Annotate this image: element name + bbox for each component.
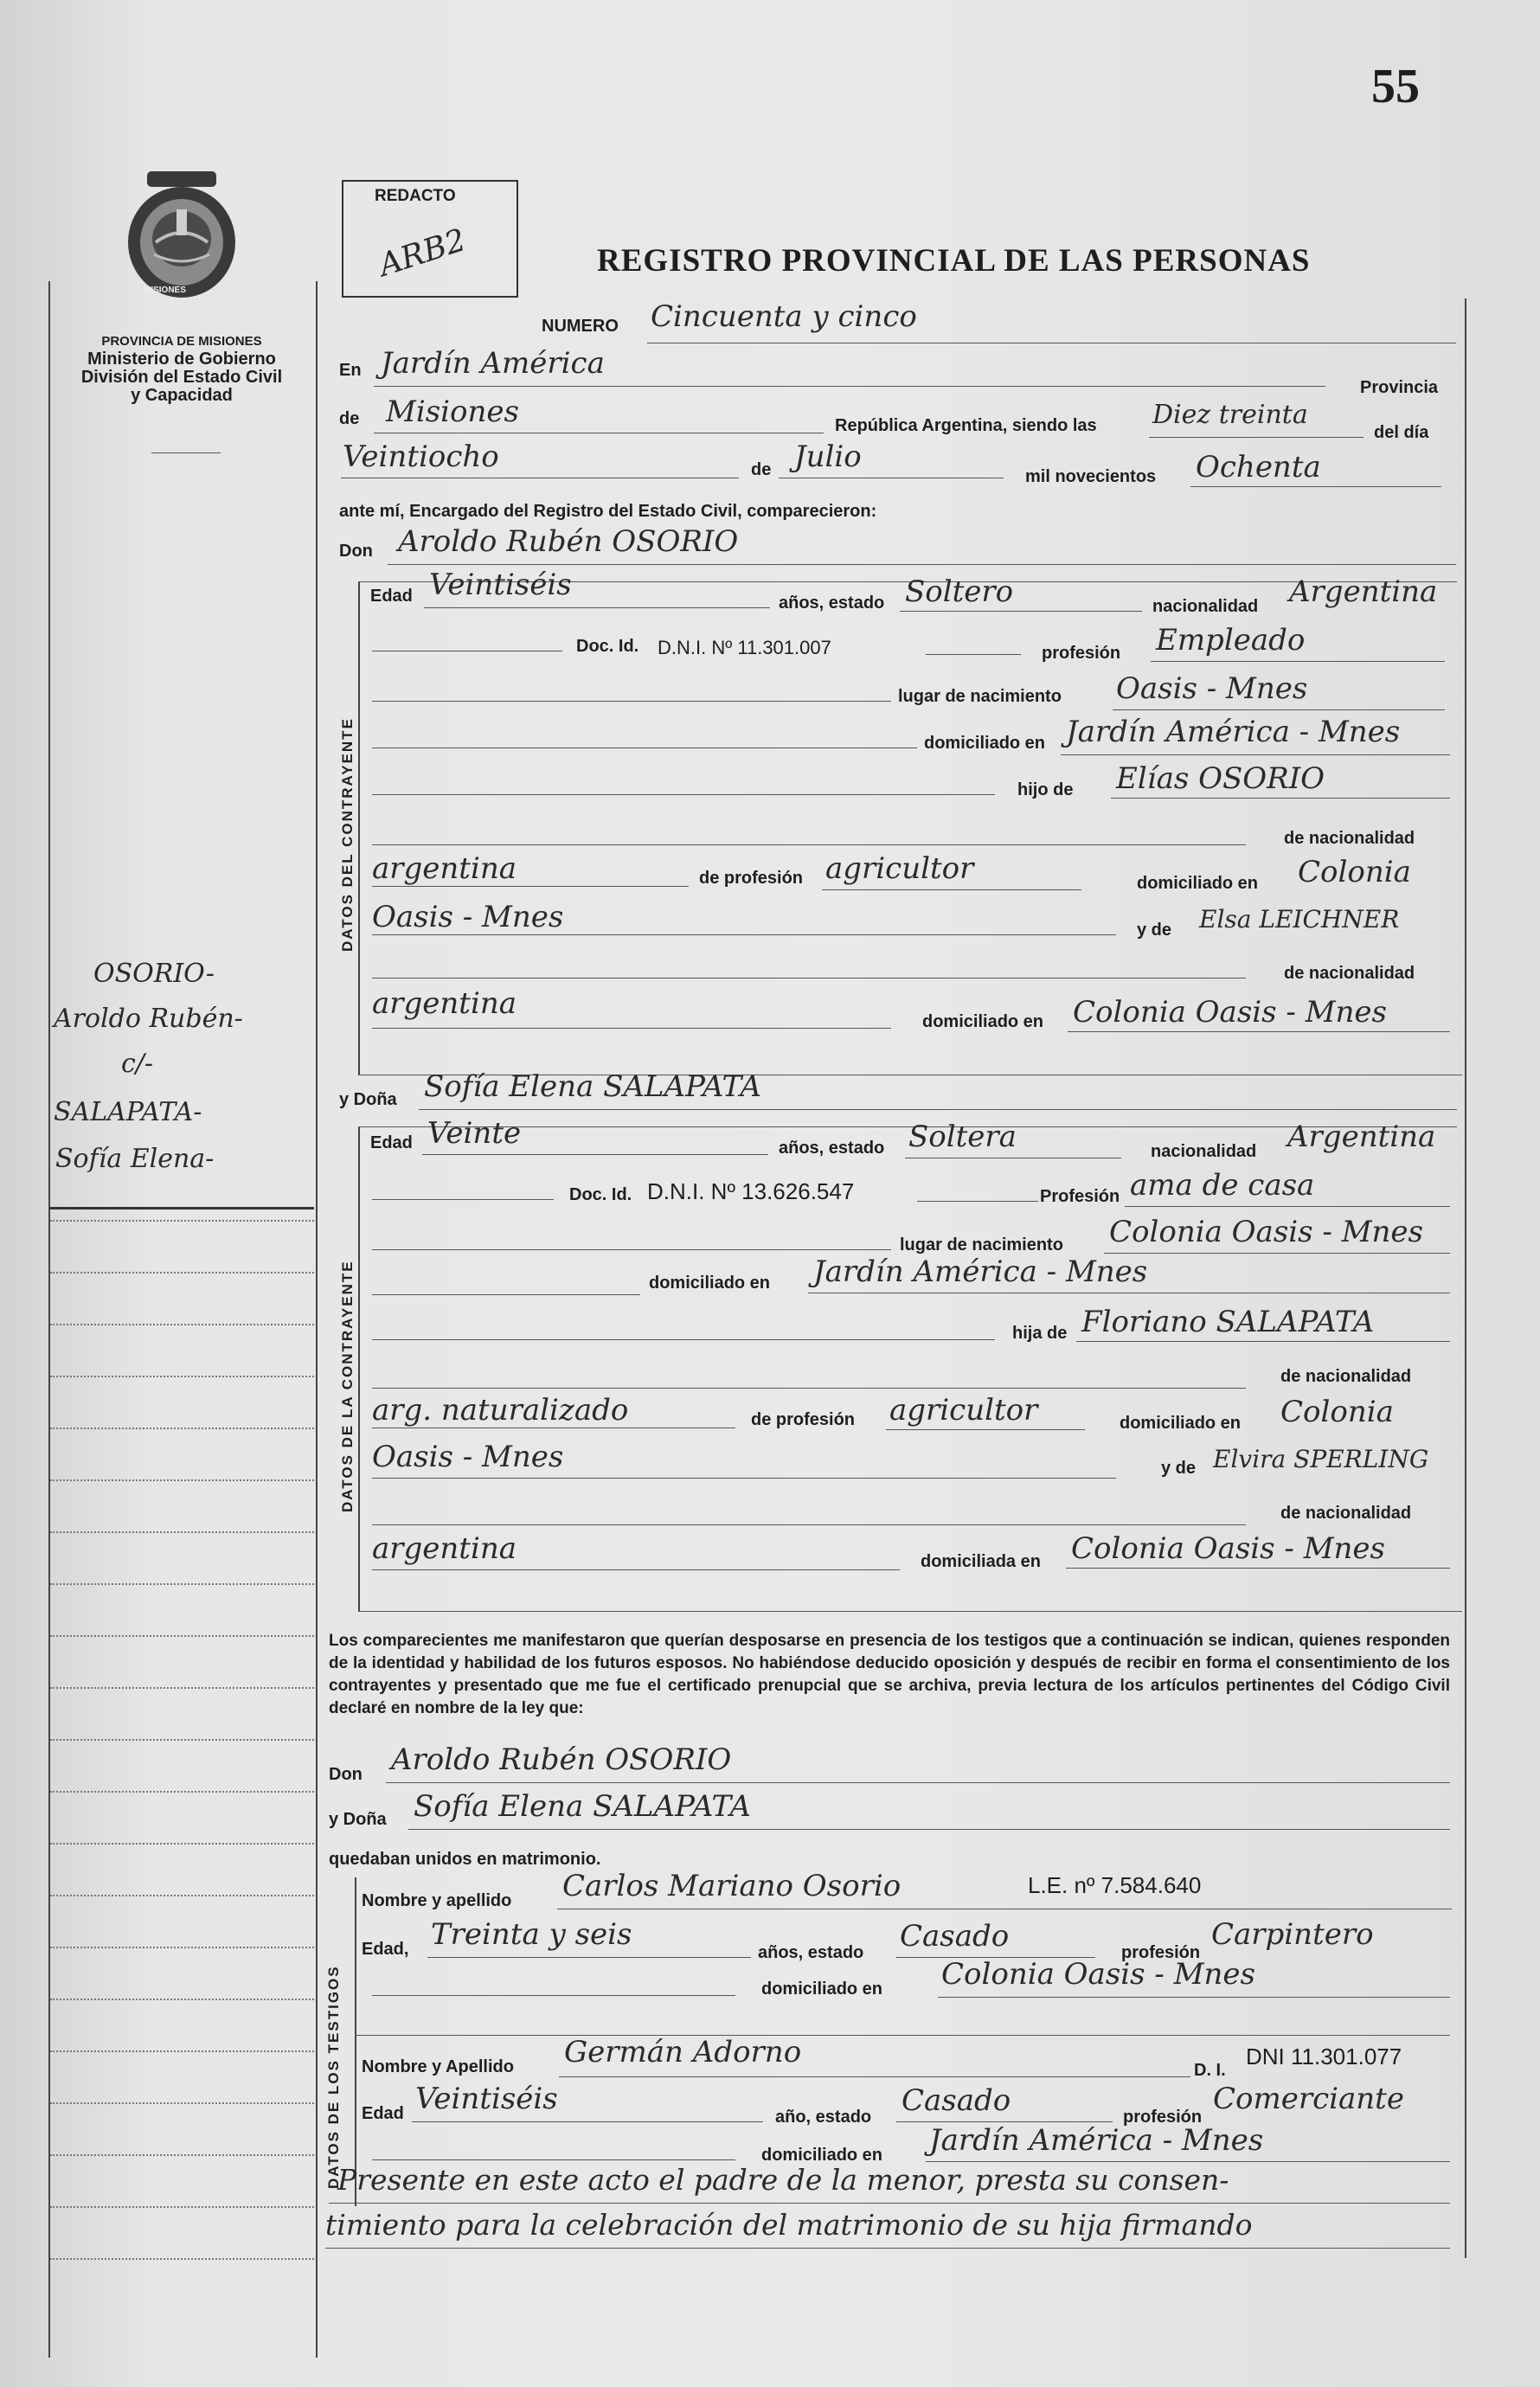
margin-note-line: OSORIO- xyxy=(93,959,215,989)
domiciliado-f-label: domiciliado en xyxy=(649,1274,771,1293)
profesion-label: profesión xyxy=(1042,644,1121,663)
de-label: de xyxy=(339,409,360,428)
republica-label: República Argentina, siendo las xyxy=(835,416,1097,435)
padre-f-domicilio-value-cont: Oasis - Mnes xyxy=(372,1440,564,1474)
note-line: timiento para la celebración del matrimonio de su hija firmando xyxy=(325,2208,1253,2242)
padre-profesion-value: agricultor xyxy=(825,851,974,886)
y-de-label: y de xyxy=(1137,921,1172,940)
t2-profesion-label: profesión xyxy=(1123,2108,1203,2127)
estado-f-value: Soltera xyxy=(908,1120,1017,1154)
ministry-province: PROVINCIA DE MISIONES xyxy=(101,334,262,349)
t2-doc-value: DNI 11.301.077 xyxy=(1246,2044,1402,2069)
lugar-f-value: Colonia Oasis - Mnes xyxy=(1109,1215,1423,1249)
note-line: Presente en este acto el padre de la menor, presta su consen- xyxy=(337,2163,1229,2197)
profesion-value: Empleado xyxy=(1156,623,1306,658)
margin-note-line: c/- xyxy=(121,1049,154,1079)
del-dia-label: del día xyxy=(1374,423,1429,442)
t1-edad-value: Treinta y seis xyxy=(431,1917,632,1952)
ministry-capacity: y Capacidad xyxy=(131,386,233,405)
madre-domicilio-value: Colonia Oasis - Mnes xyxy=(1073,995,1387,1030)
y-dona-label: y Doña xyxy=(339,1090,397,1109)
testigos-side-label: DATOS DE LOS TESTIGOS xyxy=(325,1965,342,2189)
t1-nombre-label: Nombre y apellido xyxy=(362,1891,512,1910)
contrayente-f-side-label: DATOS DE LA CONTRAYENTE xyxy=(339,1260,356,1512)
document-title: REGISTRO PROVINCIAL DE LAS PERSONAS xyxy=(597,243,1311,279)
dona-value: Sofía Elena SALAPATA xyxy=(424,1069,761,1104)
padre-domicilio-label: domiciliado en xyxy=(1137,874,1259,893)
lugar-value: Oasis - Mnes xyxy=(1116,671,1308,706)
de-profesion-f-label: de profesión xyxy=(751,1410,856,1429)
seal-inscription: MISIONES xyxy=(144,286,186,295)
t1-profesion-label: profesión xyxy=(1121,1943,1201,1962)
t1-estado-value: Casado xyxy=(900,1919,1010,1954)
hijo-label: hijo de xyxy=(1017,780,1074,799)
anio-value: Ochenta xyxy=(1196,450,1321,484)
t1-domicilio-label: domiciliado en xyxy=(761,1980,883,1999)
t1-doc-value: L.E. nº 7.584.640 xyxy=(1028,1872,1202,1898)
stamp-initials: ARB2 xyxy=(375,222,471,284)
edad-value: Veintiséis xyxy=(429,568,572,602)
padre-f-nacionalidad-value: arg. naturalizado xyxy=(372,1393,629,1428)
decl-don-label: Don xyxy=(329,1765,363,1784)
padre-f-domicilio-label: domiciliado en xyxy=(1120,1414,1242,1433)
padre-f-value: Floriano SALAPATA xyxy=(1081,1305,1375,1339)
declaration-paragraph: Los comparecientes me manifestaron que querían desposarse en presencia de los testigos que a continuación se indican, quienes responden de la identidad y habilidad de los futuros esposos. No habiéndose deducido oposición y después de recibir en forma el consentimiento de los contrayentes y presentado que me fue el certificado prenupcial que se archiva, previa lectura de los artículos pertinentes del Código Civil declaré en nombre de la ley que: xyxy=(329,1632,1450,1717)
doc-value: D.N.I. Nº 11.301.007 xyxy=(658,637,831,658)
t2-nombre-label: Nombre y Apellido xyxy=(362,2057,514,2076)
t2-doc-label: D. I. xyxy=(1194,2061,1226,2080)
t1-domicilio-value: Colonia Oasis - Mnes xyxy=(941,1957,1255,1992)
margin-note-line: Aroldo Rubén- xyxy=(54,1004,243,1034)
madre-value: Elsa LEICHNER xyxy=(1199,905,1400,934)
en-value: Jardín América xyxy=(381,346,605,381)
margin-note-line: Sofía Elena- xyxy=(55,1144,215,1174)
divider xyxy=(151,452,221,453)
nacionalidad-value: Argentina xyxy=(1289,574,1438,609)
provincia-label: Provincia xyxy=(1360,378,1439,397)
nacionalidad-label: nacionalidad xyxy=(1152,597,1259,616)
ministry-division: División del Estado Civil xyxy=(80,368,283,387)
padre-domicilio-value: Colonia xyxy=(1298,855,1411,889)
ante-mi-text: ante mí, Encargado del Registro del Estado Civil, comparecieron: xyxy=(339,502,877,521)
edad-f-label: Edad xyxy=(370,1133,413,1152)
hija-label: hija de xyxy=(1012,1324,1068,1343)
madre-nacionalidad-label: de nacionalidad xyxy=(1284,964,1415,983)
don-value: Aroldo Rubén OSORIO xyxy=(398,524,739,559)
form-border-right xyxy=(1465,298,1466,2258)
t2-domicilio-label: domiciliado en xyxy=(761,2146,883,2165)
t2-estado-value: Casado xyxy=(902,2083,1011,2118)
stamp-label: REDACTO xyxy=(375,187,456,205)
t1-edad-label: Edad, xyxy=(362,1940,409,1959)
contrayente-side-label: DATOS DEL CONTRAYENTE xyxy=(339,717,356,952)
contrayente-f-bracket xyxy=(358,1126,360,1611)
y-de-f-label: y de xyxy=(1161,1459,1197,1478)
decl-dona-label: y Doña xyxy=(329,1810,387,1829)
mes-value: Julio xyxy=(794,440,862,474)
madre-f-domicilio-label: domiciliada en xyxy=(921,1552,1041,1571)
t1-estado-label: años, estado xyxy=(758,1943,864,1962)
dia-value: Veintiocho xyxy=(343,440,499,474)
madre-f-value: Elvira SPERLING xyxy=(1213,1445,1429,1473)
domiciliado-f-value: Jardín América - Mnes xyxy=(813,1254,1148,1289)
profesion-f-label: Profesión xyxy=(1040,1187,1120,1206)
t2-profesion-value: Comerciante xyxy=(1213,2082,1404,2116)
t2-estado-label: año, estado xyxy=(775,2108,872,2127)
page-number: 55 xyxy=(1371,60,1420,113)
lugar-f-label: lugar de nacimiento xyxy=(900,1235,1063,1254)
lugar-label: lugar de nacimiento xyxy=(898,687,1062,706)
t2-domicilio-value: Jardín América - Mnes xyxy=(929,2123,1264,2158)
quedaban-text: quedaban unidos en matrimonio. xyxy=(329,1850,601,1869)
edad-label: Edad xyxy=(370,587,413,606)
t1-profesion-value: Carpintero xyxy=(1211,1917,1374,1952)
estado-label: años, estado xyxy=(779,594,885,613)
edad-f-value: Veinte xyxy=(427,1116,522,1151)
testigos-bracket xyxy=(355,1877,356,2206)
nacionalidad-f-value: Argentina xyxy=(1287,1120,1436,1154)
padre-value: Elías OSORIO xyxy=(1116,761,1325,796)
t2-edad-value: Veintiséis xyxy=(415,2082,558,2116)
nacionalidad-f-label: nacionalidad xyxy=(1151,1142,1257,1161)
contrayente-bracket xyxy=(358,581,360,1075)
madre-f-domicilio-value: Colonia Oasis - Mnes xyxy=(1071,1531,1385,1566)
hora-value: Diez treinta xyxy=(1152,400,1308,430)
de-mes-label: de xyxy=(751,460,772,479)
en-label: En xyxy=(339,361,362,380)
doc-f-value: D.N.I. Nº 13.626.547 xyxy=(647,1178,855,1204)
decl-don-value: Aroldo Rubén OSORIO xyxy=(391,1742,732,1777)
mil-label: mil novecientos xyxy=(1025,467,1157,486)
padre-f-profesion-value: agricultor xyxy=(889,1393,1038,1428)
padre-nacionalidad-value: argentina xyxy=(372,851,517,886)
ministry-block xyxy=(52,332,311,405)
margin-note-line: SALAPATA- xyxy=(54,1097,202,1127)
de-nacionalidad-label: de nacionalidad xyxy=(1284,829,1415,848)
de-value: Misiones xyxy=(386,395,519,429)
provincial-seal-icon xyxy=(121,171,242,301)
decl-dona-value: Sofía Elena SALAPATA xyxy=(414,1789,751,1824)
domiciliado-value: Jardín América - Mnes xyxy=(1066,715,1401,749)
estado-f-label: años, estado xyxy=(779,1139,885,1158)
profesion-f-value: ama de casa xyxy=(1130,1168,1315,1203)
madre-nacionalidad-value: argentina xyxy=(372,986,517,1021)
redacto-stamp xyxy=(342,180,518,298)
t2-edad-label: Edad xyxy=(362,2104,404,2123)
numero-value: Cincuenta y cinco xyxy=(651,299,917,334)
de-profesion-label: de profesión xyxy=(699,869,804,888)
estado-value: Soltero xyxy=(905,574,1014,609)
doc-label: Doc. Id. xyxy=(576,637,639,656)
ministry-name: Ministerio de Gobierno xyxy=(87,350,276,369)
de-nacionalidad-f-label: de nacionalidad xyxy=(1280,1367,1412,1386)
t1-nombre-value: Carlos Mariano Osorio xyxy=(562,1869,902,1903)
madre-f-nacionalidad-label: de nacionalidad xyxy=(1280,1504,1412,1523)
t2-nombre-value: Germán Adorno xyxy=(564,2035,802,2069)
doc-f-label: Doc. Id. xyxy=(569,1185,632,1204)
margin-border-right xyxy=(316,281,318,2358)
don-label: Don xyxy=(339,542,373,561)
margin-border-left xyxy=(48,281,50,2358)
madre-f-nacionalidad-value: argentina xyxy=(372,1531,517,1566)
domiciliado-label: domiciliado en xyxy=(924,734,1046,753)
padre-f-domicilio-value: Colonia xyxy=(1280,1395,1394,1429)
numero-label: NUMERO xyxy=(542,317,619,336)
madre-domicilio-label: domiciliado en xyxy=(922,1012,1044,1031)
padre-domicilio-value-cont: Oasis - Mnes xyxy=(372,900,564,934)
